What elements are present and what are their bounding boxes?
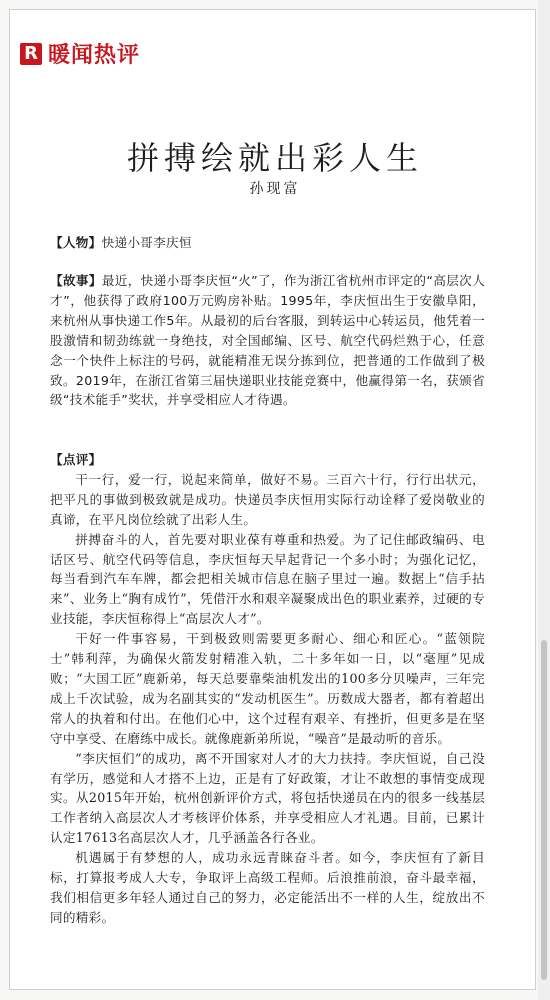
story-text: 最近，快递小哥李庆恒“火”了，作为浙江省杭州市评定的“高层次人才”，他获得了政府100万元购房补贴。1995年，李庆恒出生于安徽阜阳，来杭州从事快递工作5年。从最初的后台客服，到转运中心转运员，他凭着一股激情和韧劲练就一身绝技，对全国邮编、区号、航空代码烂熟于心，任意念一个快件上标注的号码，就能精准无误分拣到位，把普通的工作做到了极致。2019年，在浙江省第三届快递职业技能竞赛中，他赢得第一名，获颁省级“技术能手”奖状，并享受相应人才待遇。 (50, 273, 486, 408)
scrollbar-thumb[interactable] (541, 640, 547, 980)
comment-paragraph: 机遇属于有梦想的人，成功永远青睐奋斗者。如今，李庆恒有了新目标，打算报考成人大专，争取评上高级工程师。后浪推前浪，奋斗最幸福，我们相信更多年轻人通过自己的努力，必定能活出不一样的人生，绽放出不同的精彩。 (50, 850, 485, 925)
comment-paragraph: “李庆恒们”的成功，离不开国家对人才的大力扶持。李庆恒说，自己没有学历，感觉和人才搭不上边，正是有了好政策，才让不敢想的事情变成现实。从2015年开始，杭州创新评价方式，将包括快递员在内的很多一线基层工作者纳入高层次人才考核评价体系，并享受相应人才礼遇。目前，已累计认定17613名高层次人才，几乎涵盖各行各业。 (50, 750, 485, 846)
column-title: 暖闻热评 (48, 43, 141, 68)
story-label: 【故事】 (50, 273, 102, 288)
comment-section (50, 450, 485, 928)
comment-paragraph: 干好一件事容易，干到极致则需要更多耐心、细心和匠心。“蓝领院士”韩利萍，为确保火箭发射精准入轨，二十多年如一日，以“毫厘”见成败；“大国工匠”鹿新弟，每天总要靠柴油机发出的100多分贝噪声，三年完成上千次试验，成为名副其实的“发动机医生”。历数成大器者，都有着超出常人的执着和付出。在他们心中，这个过程有艰辛、有挫折，但更多是在坚守中享受、在磨练中成长。就像鹿新弟所说，“噪音”是最动听的音乐。 (50, 631, 485, 746)
article-title: 拼搏绘就出彩人生 (126, 139, 423, 178)
person-section (50, 233, 485, 253)
vertical-scrollbar[interactable] (538, 0, 550, 1000)
comment-label: 【点评】 (50, 452, 102, 467)
comment-paragraph: 拼搏奋斗的人，首先要对职业葆有尊重和热爱。为了记住邮政编码、电话区号、航空代码等信息，李庆恒每天早起背记一个多小时；为强化记忆，每当看到汽车车牌，都会把相关城市信息在脑子里过一遍。数据上“信手拈来”、业务上“胸有成竹”，凭借汗水和艰辛凝聚成出色的职业素养，过硬的专业技能，李庆恒称得上“高层次人才”。 (50, 531, 485, 627)
comment-paragraph: 干一行，爱一行，说起来简单，做好不易。三百六十行，行行出状元，把平凡的事做到极致就是成功。快递员李庆恒用实际行动诠释了爱岗敬业的真谛，在平凡岗位绘就了出彩人生。 (50, 471, 485, 527)
person-label: 【人物】 (50, 235, 102, 250)
story-section (50, 271, 485, 410)
person-text: 快递小哥李庆恒 (101, 235, 192, 250)
article-author: 孙现富 (249, 181, 301, 197)
column-logo: R (20, 43, 42, 65)
column-header (20, 38, 140, 69)
